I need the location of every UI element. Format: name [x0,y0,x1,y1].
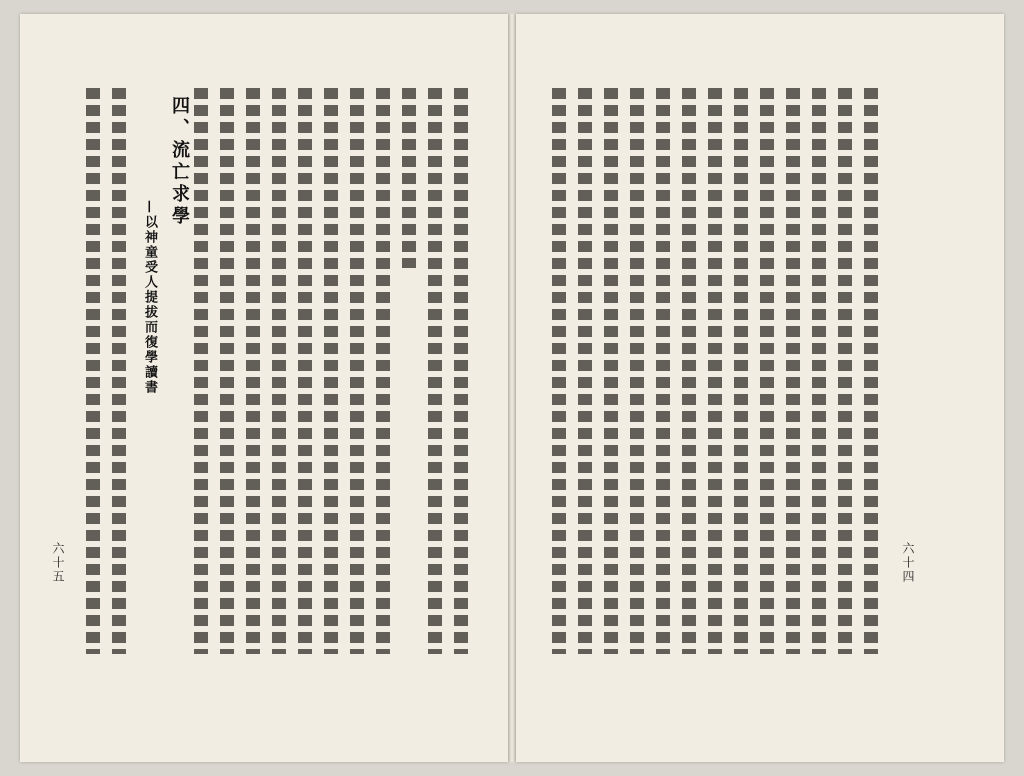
right-page [516,14,1004,762]
section-heading: 四、流亡求學 [169,96,190,228]
page-number: 六十四 [901,542,915,584]
section-subheading: —以神童受人提拔而復學讀書 [142,200,157,395]
page-number: 六十五 [51,542,65,584]
book-gutter [508,14,516,762]
left-page [20,14,508,762]
